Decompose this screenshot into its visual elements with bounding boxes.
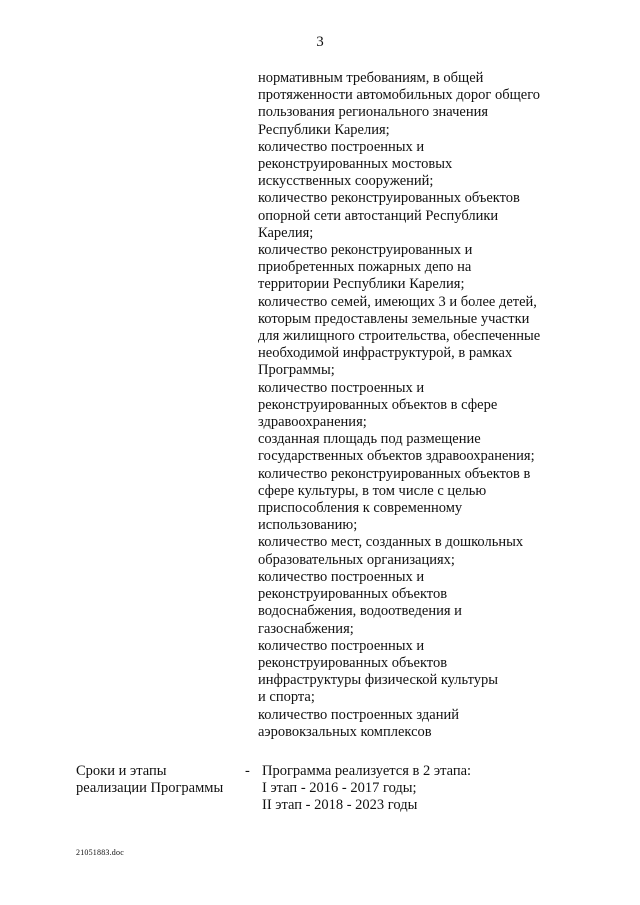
page-number: 3 — [316, 34, 324, 50]
indicator-line: искусственных сооружений; — [258, 173, 434, 190]
indicator-line: для жилищного строительства, обеспеченные — [258, 328, 541, 345]
indicator-line: и спорта; — [258, 689, 315, 706]
indicator-line: количество семей, имеющих 3 и более детей, — [258, 293, 537, 310]
indicator-line: использованию; — [258, 517, 358, 534]
indicator-line: количество построенных и — [258, 138, 425, 155]
indicator-line: количество построенных и — [258, 568, 425, 585]
indicator-line: количество построенных зданий — [258, 706, 459, 723]
terms-dash: - — [245, 763, 250, 779]
terms-value-line: I этап - 2016 - 2017 годы; — [262, 780, 417, 797]
indicator-line: пользования регионального значения — [258, 104, 489, 121]
indicator-line: созданная площадь под размещение — [258, 431, 481, 448]
indicator-line: территории Республики Карелия; — [258, 276, 465, 293]
terms-label-line: реализации Программы — [76, 780, 224, 797]
indicator-line: количество реконструированных и — [258, 242, 473, 259]
footer-file-name: 2105188З.doc — [76, 848, 124, 857]
indicator-line: нормативным требованиям, в общей — [258, 70, 484, 86]
indicator-line: необходимой инфраструктурой, в рамках — [258, 345, 513, 362]
indicator-line: аэровокзальных комплексов — [258, 723, 432, 740]
terms-value — [262, 763, 582, 815]
indicator-line: приобретенных пожарных депо на — [258, 259, 472, 276]
indicator-line: сфере культуры, в том числе с целью — [258, 482, 487, 499]
indicator-line: реконструированных объектов — [258, 586, 448, 603]
target-indicators-list — [258, 70, 598, 741]
indicator-line: Карелия; — [258, 224, 314, 241]
indicator-line: здравоохранения; — [258, 414, 367, 431]
terms-label — [76, 763, 246, 797]
indicator-line: приспособления к современному — [258, 500, 463, 517]
indicator-line: реконструированных объектов в сфере — [258, 396, 498, 413]
indicator-line: количество мест, созданных в дошкольных — [258, 534, 524, 551]
indicator-line: Программы; — [258, 362, 335, 379]
indicator-line: водоснабжения, водоотведения и — [258, 603, 462, 620]
indicator-line: опорной сети автостанций Республики — [258, 207, 499, 224]
indicator-line: образовательных организациях; — [258, 551, 455, 568]
indicator-line: которым предоставлены земельные участки — [258, 310, 530, 327]
indicator-line: протяженности автомобильных дорог общего — [258, 87, 541, 104]
terms-label-line: Сроки и этапы — [76, 763, 167, 779]
indicator-line: государственных объектов здравоохранения; — [258, 448, 535, 465]
indicator-line: количество реконструированных объектов в — [258, 465, 531, 482]
indicator-line: реконструированных объектов — [258, 654, 448, 671]
indicator-line: Республики Карелия; — [258, 121, 390, 138]
terms-value-line: Программа реализуется в 2 этапа: — [262, 763, 472, 779]
indicator-line: количество построенных и — [258, 637, 425, 654]
indicator-line: газоснабжения; — [258, 620, 354, 637]
indicator-line: реконструированных мостовых — [258, 156, 453, 173]
indicator-line: количество построенных и — [258, 379, 425, 396]
terms-value-line: II этап - 2018 - 2023 годы — [262, 797, 418, 814]
indicator-line: количество реконструированных объектов — [258, 190, 520, 207]
indicator-line: инфраструктуры физической культуры — [258, 672, 498, 689]
